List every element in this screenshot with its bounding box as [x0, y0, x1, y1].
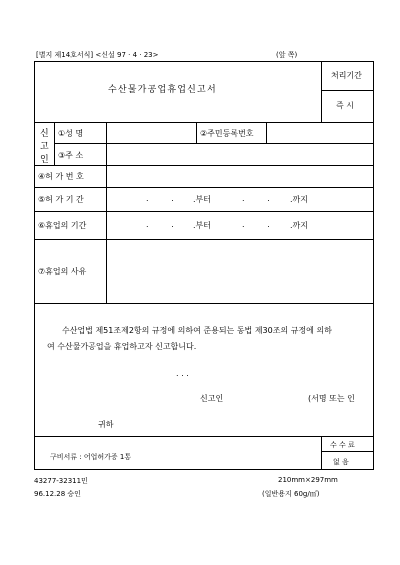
divider — [34, 211, 374, 212]
recipient-label: 귀하 — [98, 420, 114, 429]
divider — [321, 436, 322, 470]
divider — [321, 451, 374, 452]
declaration-date: . . . — [176, 369, 189, 378]
paper-size: 210mm×297mm — [278, 476, 338, 484]
permit-period-label: ⑤허 가 기 간 — [38, 195, 84, 204]
divider — [321, 90, 374, 91]
address-label: ③주 소 — [58, 151, 84, 160]
processing-period-label: 처리기간 — [331, 71, 362, 80]
form-code: 43277-32311민 — [34, 477, 88, 485]
resident-id-field[interactable] — [267, 123, 373, 142]
permit-number-label: ④허 가 번 호 — [38, 172, 84, 181]
fee-label: 수 수 료 — [330, 441, 355, 449]
permit-period-until-dots: . . — [242, 194, 280, 203]
permit-period-from: .부터 — [193, 195, 211, 204]
closure-period-from-dots: . . — [146, 220, 184, 229]
divider — [34, 187, 374, 188]
name-field[interactable] — [107, 123, 195, 142]
divider — [321, 61, 322, 122]
declaration-line-1: 수산업법 제51조제2항의 규정에 의하여 준용되는 동법 제30조의 규정에 의하 — [62, 326, 332, 335]
signature-note: (서명 또는 인 — [308, 394, 355, 403]
closure-period-label: ⑥휴업의 기간 — [38, 221, 87, 230]
form-title: 수산물가공업휴업신고서 — [108, 85, 217, 95]
reporter-sign-label: 신고인 — [200, 394, 224, 403]
permit-number-field[interactable] — [107, 166, 373, 186]
processing-period-value: 즉 시 — [336, 101, 354, 110]
reporter-section-char: 고 — [40, 142, 49, 152]
permit-period-from-dots: . . — [146, 194, 184, 203]
closure-period-until-dots: . . — [242, 220, 280, 229]
closure-period-until: .까지 — [290, 221, 308, 230]
closure-period-from: .부터 — [193, 221, 211, 230]
reporter-section-char: 인 — [40, 155, 49, 165]
divider — [196, 122, 197, 143]
fee-value: 없 음 — [333, 458, 349, 466]
approval-date: 96.12.28 승인 — [34, 490, 81, 498]
page-side: (앞 쪽) — [276, 51, 298, 59]
reporter-section-char: 신 — [40, 129, 49, 139]
closure-reason-field[interactable] — [107, 240, 373, 302]
declaration-line-2: 여 수산물가공업을 휴업하고자 신고합니다. — [47, 342, 197, 351]
name-label: ①성 명 — [58, 129, 84, 138]
permit-period-until: .까지 — [290, 195, 308, 204]
divider — [54, 122, 55, 165]
divider — [34, 303, 374, 304]
attachments-text: 구비서류 : 어업허가증 1통 — [50, 453, 132, 461]
form-number: [별지 제14호서식] <신설 97 · 4 · 23> — [36, 51, 159, 59]
divider — [34, 436, 374, 437]
address-field[interactable] — [107, 144, 373, 164]
paper-type: (일반용지 60g/㎡) — [262, 490, 320, 498]
closure-reason-label: ⑦휴업의 사유 — [38, 267, 87, 276]
resident-id-label: ②주민등록번호 — [200, 129, 254, 138]
